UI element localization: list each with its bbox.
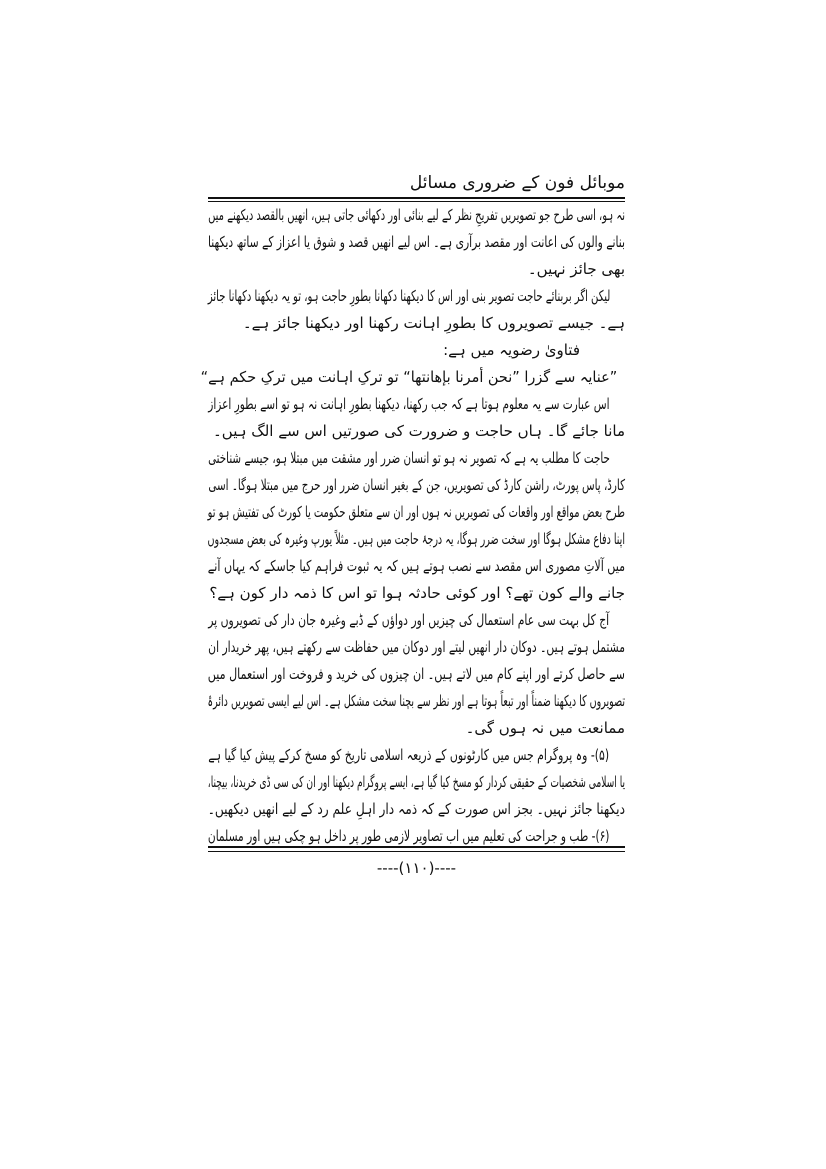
text-line: بنانے والوں کی اعانت اور مقصد برآری ہے۔ اس لیے انھیں قصد و شوق یا اعزاز کے ساتھ دیکھنا xyxy=(207,233,626,251)
text-line: ممانعت میں نہ ہوں گی۔ xyxy=(465,719,625,737)
text-line: اپنا دفاع مشکل ہوگا اور سخت ضرر ہوگا، یہ درجۂ حاجت میں ہیں۔ مثلاً یورپ وغیرہ کی بعض مسجدوں xyxy=(207,530,625,548)
quotation-line: ”عنایہ سے گزرا ”نحن أمرنا بإهانتها“ تو ترکِ اہانت میں ترکِ حکم ہے“ xyxy=(200,368,618,386)
text-line: آج کل بہت سی عام استعمال کی چیزیں اور دواؤں کے ڈبے وغیرہ جان دار کی تصویروں پر xyxy=(208,611,610,629)
text-line: حاجت کا مطلب یہ ہے کہ تصویر نہ ہو تو انسان ضرر اور مشقت میں مبتلا ہو، جیسے شناختی xyxy=(208,449,610,467)
footer-rule-thin xyxy=(208,851,625,852)
text-line: مانا جائے گا۔ ہاں حاجت و ضرورت کی صورتیں اس سے الگ ہیں۔ xyxy=(213,422,625,440)
page-body xyxy=(200,202,626,850)
text-line: یا اسلامی شخصیات کے حقیقی کردار کو مسخ کیا گیا ہے، ایسے پروگرام دیکھنا اور ان کی سی ڈی خریدنا، بیچنا، xyxy=(207,773,625,791)
text-line: (۶)- طب و جراحت کی تعلیم میں اب تصاویر لازمی طور پر داخل ہو چکی ہیں اور مسلمان xyxy=(207,827,610,845)
text-line: جانے والے کون تھے؟ اور کوئی حادثہ ہوا تو اس کا ذمہ دار کون ہے؟ xyxy=(209,584,625,602)
footer-rule xyxy=(208,846,625,848)
text-line: نہ ہو، اسی طرح جو تصویریں تفریحِ نظر کے لیے بنائی اور دکھائی جاتی ہیں، انھیں بالقصد دیکھنے میں xyxy=(208,206,625,224)
text-line: طرح بعض مواقع اور واقعات کی تصویریں نہ ہوں اور ان سے متعلق حکومت یا کورٹ کی تفتیش ہو تو xyxy=(207,503,625,521)
text-line: مشتمل ہوتے ہیں۔ دوکان دار انھیں لیتے اور دوکان میں حفاظت سے رکھتے ہیں، پھر خریدار ان xyxy=(208,638,625,656)
text-line: ہے۔ جیسے تصویروں کا بطورِ اہانت رکھنا اور دیکھنا جائز ہے۔ xyxy=(242,314,625,332)
text-line: تصویروں کا دیکھنا ضمناً اور تبعاً ہوتا ہے اور نظر سے بچنا سخت مشکل ہے۔ اس لیے ایسی تصویریں دائرۂ xyxy=(207,692,626,710)
text-line: میں آلاتِ مصوری اس مقصد سے نصب ہوتے ہیں کہ یہ ثبوت فراہم کیا جاسکے کہ یہاں آنے xyxy=(207,557,625,575)
running-header-title: موبائل فون کے ضروری مسائل xyxy=(409,173,625,193)
text-line: دیکھنا جائز نہیں۔ بجز اس صورت کے کہ ذمہ دار اہلِ علم رد کے لیے انھیں دیکھیں۔ xyxy=(207,800,625,818)
text-line: بھی جائز نہیں۔ xyxy=(527,260,625,278)
header-rule xyxy=(208,197,625,199)
text-line: (۵)- وہ پروگرام جس میں کارٹونوں کے ذریعہ اسلامی تاریخ کو مسخ کرکے پیش کیا گیا ہے xyxy=(208,746,610,764)
page-number: ----(۱۱۰)---- xyxy=(376,859,457,877)
text-line: سے حاصل کرتے اور اپنے کام میں لاتے ہیں۔ ان چیزوں کی خرید و فروخت اور استعمال میں xyxy=(207,665,625,683)
text-line: لیکن اگر بربنائے حاجت تصویر بنی اور اس کا دیکھنا دکھانا بطورِ حاجت ہو، تو یہ دیکھنا دکھانا جائز xyxy=(207,287,611,305)
text-line: فتاویٰ رضویہ میں ہے: xyxy=(443,341,580,359)
text-line: کارڈ، پاس پورٹ، راشن کارڈ کی تصویریں، جن کے بغیر انسان ضرر اور حرج میں مبتلا ہوگا۔ اسی xyxy=(208,476,626,494)
text-line: اس عبارت سے یہ معلوم ہوتا ہے کہ جب رکھنا، دیکھنا بطورِ اہانت نہ ہو تو اسے بطورِ اعزاز xyxy=(208,395,610,413)
